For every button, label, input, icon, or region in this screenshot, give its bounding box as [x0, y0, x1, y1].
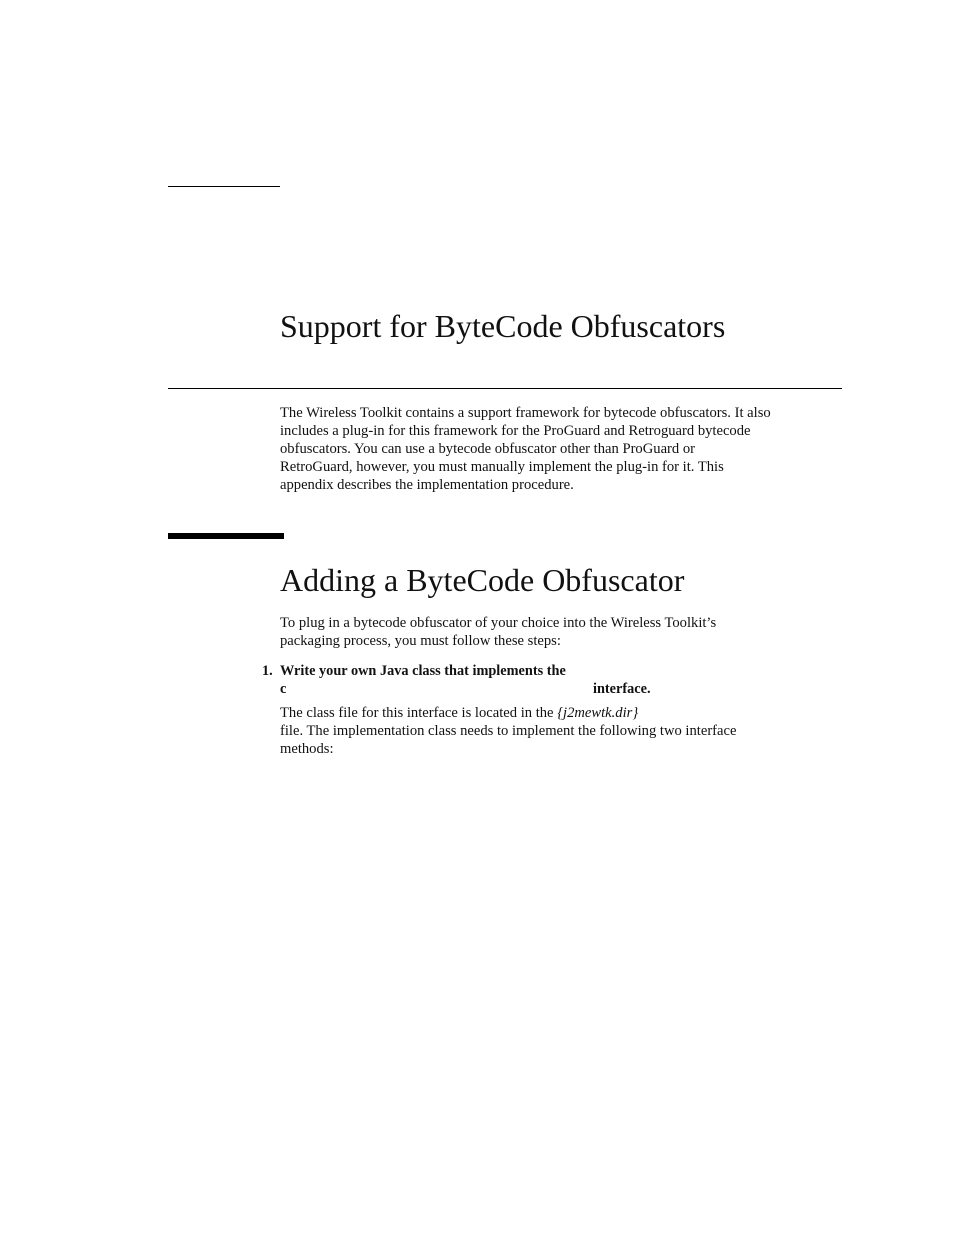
step-text-fragment: interface. — [593, 681, 651, 697]
step-text-fragment: c — [280, 681, 287, 697]
detail-text: The class file for this interface is located in the — [280, 705, 558, 721]
detail-line: file. The implementation class needs to implement the following two interface — [280, 723, 737, 739]
intro-line: The Wireless Toolkit contains a support framework for bytecode obfuscators. It also — [280, 405, 771, 421]
chapter-title: Support for ByteCode Obfuscators — [280, 308, 726, 344]
chapter-intro — [280, 404, 845, 494]
section-title: Adding a ByteCode Obfuscator — [280, 562, 685, 598]
chapter-rule — [168, 388, 842, 389]
section-intro — [280, 614, 845, 650]
section-rule — [168, 533, 284, 539]
intro-line: appendix describes the implementation procedure. — [280, 477, 574, 493]
intro-line: includes a plug-in for this framework for the ProGuard and Retroguard bytecode — [280, 423, 751, 439]
top-rule — [168, 186, 280, 187]
directory-variable: {j2mewtk.dir} — [557, 705, 639, 721]
detail-line: methods: — [280, 741, 334, 757]
intro-line: RetroGuard, however, you must manually implement the plug-in for it. This — [280, 459, 724, 475]
step-number: 1. — [262, 663, 273, 679]
step-text-line: Write your own Java class that implements the — [280, 663, 566, 679]
step-detail — [280, 704, 845, 758]
section-intro-line: To plug in a bytecode obfuscator of your choice into the Wireless Toolkit’s — [280, 615, 717, 631]
section-intro-line: packaging process, you must follow these steps: — [280, 633, 561, 649]
intro-line: obfuscators. You can use a bytecode obfuscator other than ProGuard or — [280, 441, 696, 457]
detail-line — [280, 704, 845, 722]
